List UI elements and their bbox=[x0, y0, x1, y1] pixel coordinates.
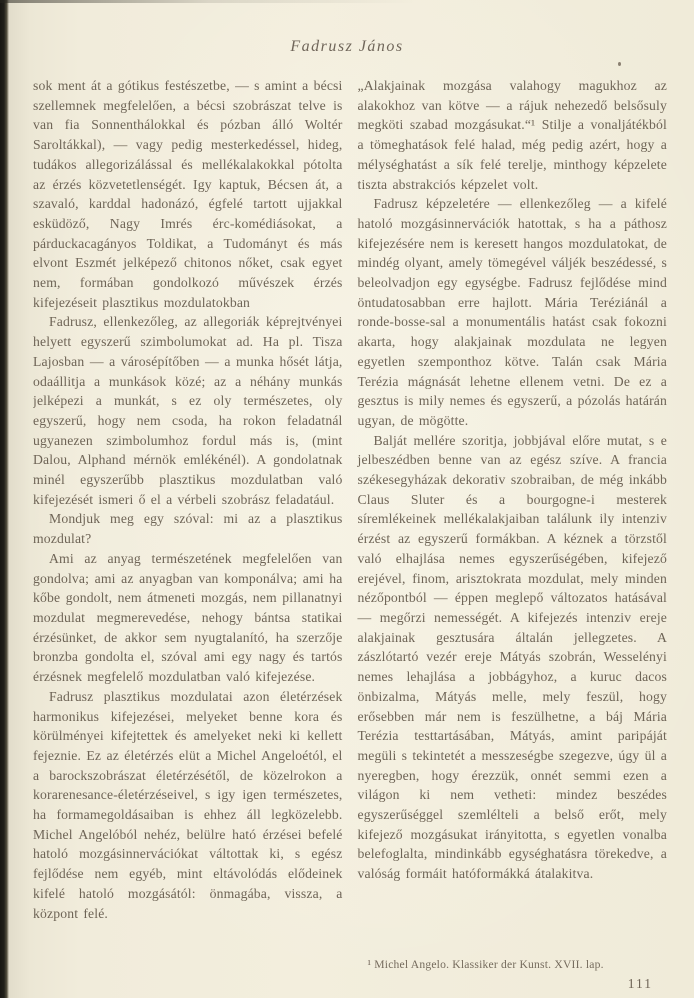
body-paragraph: Mondjuk meg egy szóval: mi az a plasztikus mozdulat? bbox=[33, 511, 343, 547]
page-number: 111 bbox=[627, 976, 653, 991]
right-text-column bbox=[358, 76, 668, 992]
running-header-title: Fadrusz János bbox=[290, 38, 404, 55]
footnote-citation: ¹ Michel Angelo. Klassiker der Kunst. XVII. lap. bbox=[367, 958, 604, 971]
ink-speck bbox=[618, 62, 621, 66]
body-paragraph: sok ment át a gótikus festészetbe, — s amint a bécsi szellemnek megfelelően, a bécsi szobrászat telve is van fia Sonnenthálokkal és pózban álló Woltér Saroltákkal), — vagy pedig mesterkedéssel, hideg, tudákos allegorizálással és mellékalakokkal pótolta az érzés közvetetlenségét. Igy kaptuk, Bécsen át, a szavaló, karddal hadonázó, égfelé tartott ujjakkal esküdöző, Nagy Imrés érc-komédiásokat, a párduckacagányos Toldikat, a Tudományt és más elvont Eszmét jelképező chitonos nőket, csak egyet nem, formában gondolkozó művészek érzés kifejezéseit plasztikus mozdulatokban bbox=[33, 78, 343, 310]
two-column-text-block bbox=[33, 76, 667, 992]
body-paragraph: Fadrusz képzeletére — ellenkezőleg — a kifelé hatoló mozgásinnervációk hatottak, s ha a páthosz kifejezésére nem is keresett hangos mozdulatokat, de mindég olyant, amely tömegével váljék beszédessé, s beleolvadjon egy egységbe. Fadrusz fejlődése mind öntudatosabban erre hajlott. Mária Teréziánál a ronde-bosse-sal a monumentális hatást csak fokozni akarta, hogy alakjainak mozdulata ne legyen egyetlen szemponthoz kötve. Talán csak Mária Terézia mágnását lehetne ellenem vetni. De ez a gesztus is mily nemes és egyszerű, a pózolás határán ugyan, de mögötte. bbox=[357, 196, 667, 428]
scan-top-shadow bbox=[0, 0, 694, 3]
body-paragraph: „Alakjainak mozgása valahogy magukhoz az alakokhoz van kötve — a rájuk nehezedő belsősuly megköti szabad mozgásukat.“¹ Stilje a vonaljátékból a tömeghatások felé halad, még pedig azért, hogy a mélységhatást a sík felé terelje, minthogy képzelete tiszta abstrakciós képzelet volt. bbox=[357, 78, 667, 192]
book-gutter-edge bbox=[0, 0, 9, 998]
body-paragraph: Fadrusz, ellenkezőleg, az allegoriák képrejtvényei helyett egyszerű szimbolumokat ad. Ha pl. Tisza Lajosban — a városépítőben — a munka hősét látja, odaállitja a munkások közé; az a néhány munkás jelképezi a munkát, s ez oly természetes, oly egyszerű, hogy nem csoda, ha rokon feladatnál ugyanezen szimbolumhoz fordul más is, (mint Dalou, Alphand mérnök emlékénél). A gondolatnak minél egyszerűbb plasztikus mozdulatban való kifejezését ismeri ő el a vérbeli szobrász feladatául. bbox=[33, 314, 343, 507]
footer-block bbox=[358, 951, 668, 992]
body-paragraph: Balját mellére szoritja, jobbjával előre mutat, s e jelbeszédben benne van az egész szíve. A francia székesegyházak dekorativ szobraiban, de még inkább Claus Sluter és a bourgogne-i mesterek síremlékeinek mellékalakjaiban találunk ily intenziv érzést az egyszerű formákban. A kéznek a törzstől való elhajlása nemes egyszerűségében, kifejező erejével, finom, arisztokrata mozdulat, mely minden nézőpontból — éppen meglepő változatos hatásával — megőrzi nemességét. A kifejezés intenziv ereje alakjainak gesztusára általán jellegzetes. A zászlótartó vezér ereje Mátyás szobrán, Wesselényi nemes lehajlása a jobbágyhoz, a kuruc dacos önbizalma, Mátyás melle, mely feszül, hogy erősebben már nem is feszülhetne, a báj Mária Terézia testtartásában, Mátyás, amint paripáját megüli s tekintetét a messzeségbe szegezve, úgy ül a nyeregben, hogy érezzük, onnét semmi ezen a világon ki nem vetheti: mindez beszédes egyszerűséggel szemlélteli a belső erőt, mely kifejező mozgásukat irányitotta, s egyetlen vonalba belefoglalta, mindinkább egységhatásra törekedve, a valóság formáit hatóformákká átalakitva. bbox=[357, 432, 667, 882]
body-paragraph: Ami az anyag természetének megfelelően van gondolva; ami az anyagban van komponálva; ami ha kőbe gondolt, nem átmeneti mozgás, nem pillanatnyi mozdulat megmerevedése, nehogy bántsa statikai érzésünket, de akkor sem nyugtalanító, ha szerzője bronzba gondolta el, szóval ami egy nagy és tartós érzésnek megfelelő mozdulatban való kifejezése. bbox=[33, 550, 343, 685]
body-paragraph: Fadrusz plasztikus mozdulatai azon életérzések harmonikus kifejezései, melyeket benne kora és körülményei kifejtettek és amelyeket neki ki kellett fejeznie. Ez az életérzés elüt a Michel Angeloétól, el a barockszobrászat életérzésétől, de közelrokon a korarenesance-életérzéseivel, s igy igen természetes, ha formamegoldásaiban is ehhez áll legközelebb. Michel Angelóból nehéz, belülre ható érzései befelé hatoló mozgásinnervációkat váltottak ki, s egész fejlődése nem egyéb, mint eltávolódás elődeinek kifelé hatoló mozgásától: önmagába, vissza, a központ felé. bbox=[33, 688, 343, 921]
left-text-column bbox=[33, 76, 343, 992]
